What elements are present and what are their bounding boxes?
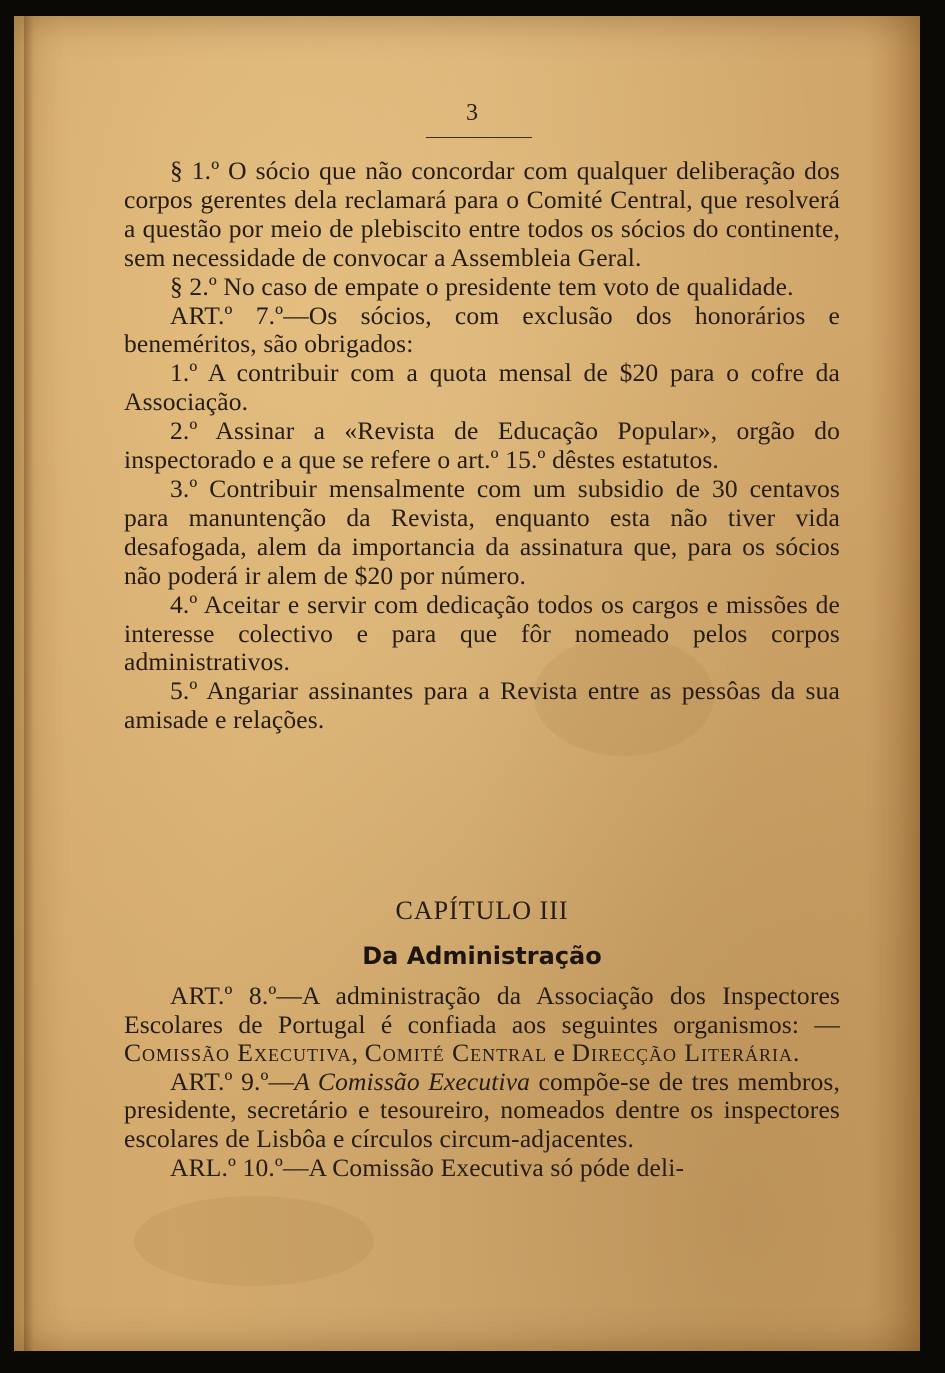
article-9-italic: A Comissão Executiva [294,1066,531,1096]
article-9 [124,1068,840,1154]
paragraph: ART.º 7.º—Os sócios, com exclusão dos honorários e beneméritos, são obrigados: [124,300,840,359]
paper-stain [134,1196,374,1286]
paragraph: 5.º Angariar assinantes para a Revista entre as pessôas da sua amisade e relações. [124,676,840,735]
organ-comite-central: Comité Central [364,1038,548,1068]
page-number: 3 [466,100,478,126]
page-fold-shadow [24,16,34,1351]
paragraph: 4.º Aceitar e servir com dedicação todos os cargos e missões de interesse colectivo e para que fôr nomeado pelos corpos administrativos. [124,589,840,677]
paragraph: 2.º Assinar a «Revista de Educação Popular», orgão do inspectorado e a que se refere o art.º 15.º dêstes estatutos. [124,416,840,475]
header-rule [426,137,532,138]
organ-comissao-executiva: Comissão Executiva [124,1038,352,1068]
body-text-top [124,157,840,735]
period: . [793,1038,800,1068]
paragraph: 3.º Contribuir mensalmente com um subsidio de 30 centavos para manuntenção da Revista, enquanto esta não tiver vida desafogada, alem da importancia da assinatura que, para os sócios não poderá ir alem de $20 por número. [124,473,840,590]
separator: e [547,1038,572,1068]
paragraph: 1.º A contribuir com a quota mensal de $20 para o cofre da Associação. [124,358,840,417]
organ-direccao-literaria: Direcção Literária [571,1038,793,1068]
body-text-bottom [124,982,840,1182]
paragraph: § 2.º No caso de empate o presidente tem voto de qualidade. [170,271,794,301]
paragraph: § 1.º O sócio que não concordar com qualquer deliberação dos corpos gerentes dela reclamará para o Comité Central, que resolverá a questão por meio de plebiscito entre todos os sócios do continente, sem necessidade de convocar a Assembleia Geral. [124,156,840,272]
article-8 [124,982,840,1068]
separator: , [351,1038,365,1068]
article-9-rest: compõe-se de tres membros, presidente, secretário e tesoureiro, nomeados dentre os inspectores escolares de Lisbôa e círculos circum-adjacentes. [124,1066,840,1153]
article-9-lead: ART.º 9.º— [170,1066,295,1096]
book-page [14,16,920,1351]
article-8-lead: ART.º 8.º—A administração da Associação dos Inspectores Escolares de Portugal é confiada aos seguintes organismos: — [124,981,840,1039]
section-title: Da Administração [362,942,602,970]
chapter-title: CAPÍTULO III [395,896,569,925]
article-10: ARL.º 10.º—A Comissão Executiva só póde deli- [170,1152,685,1182]
